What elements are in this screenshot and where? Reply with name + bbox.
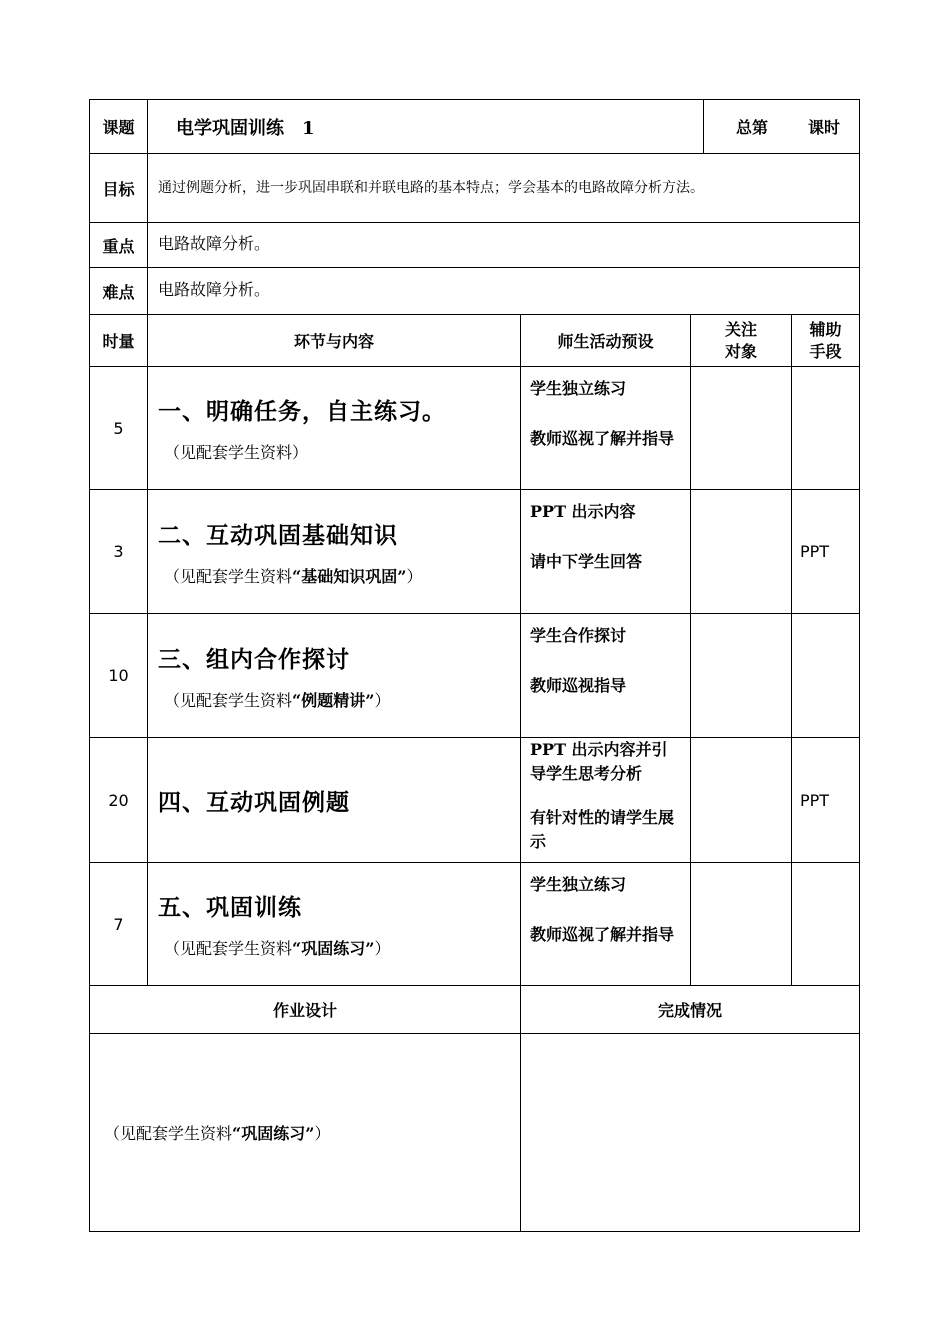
activity-line-1: PPT 出示内容 [530, 502, 636, 521]
step-content [148, 614, 521, 738]
step-note: （见配套学生资料“例题精讲”） [164, 690, 391, 710]
step-focus [691, 367, 792, 490]
activity-line-2: 教师巡视了解并指导 [530, 925, 675, 944]
col-aid-line2: 手段 [809, 341, 842, 361]
step-note: （见配套学生资料“巩固练习”） [164, 939, 391, 958]
step-time: 5 [90, 367, 148, 490]
homework-header-row [90, 986, 860, 1034]
step-aid: PPT [792, 490, 860, 614]
col-content: 环节与内容 [148, 315, 521, 367]
col-aid [792, 315, 860, 367]
goal-row [90, 154, 860, 223]
difficulty-label: 难点 [90, 268, 148, 315]
key-point-text: 电路故障分析。 [148, 223, 860, 268]
activity-line-2: 有针对性的请学生展示 [530, 808, 675, 851]
step-time: 10 [90, 614, 148, 738]
step-note: （见配套学生资料“基础知识巩固”） [164, 566, 423, 586]
key-point-label: 重点 [90, 223, 148, 268]
step-row [90, 490, 860, 614]
homework-text: （见配套学生资料“巩固练习”） [90, 1034, 521, 1232]
homework-label: 作业设计 [90, 986, 521, 1034]
step-note: （见配套学生资料） [164, 443, 309, 462]
goal-label: 目标 [90, 154, 148, 223]
topic-title: 电学巩固训练 1 [148, 100, 704, 154]
activity-line-2: 教师巡视指导 [530, 676, 627, 695]
step-aid [792, 863, 860, 986]
homework-body-row [90, 1034, 860, 1232]
total-period-cell [704, 100, 860, 154]
difficulty-row [90, 268, 860, 315]
step-activity [521, 863, 691, 986]
step-content [148, 738, 521, 863]
activity-line-2: 教师巡视了解并指导 [530, 429, 675, 448]
step-content [148, 367, 521, 490]
step-title: 五、巩固训练 [158, 894, 302, 921]
step-row [90, 367, 860, 490]
goal-text: 通过例题分析，进一步巩固串联和并联电路的基本特点；学会基本的电路故障分析方法。 [148, 154, 860, 223]
period-label: 课时 [808, 118, 841, 137]
step-row [90, 738, 860, 863]
step-focus [691, 863, 792, 986]
step-aid: PPT [792, 738, 860, 863]
col-focus [691, 315, 792, 367]
difficulty-text: 电路故障分析。 [148, 268, 860, 315]
total-label: 总第 [736, 118, 769, 137]
step-time: 3 [90, 490, 148, 614]
step-title: 四、互动巩固例题 [158, 788, 350, 816]
activity-line-1: 学生独立练习 [530, 379, 627, 398]
step-content [148, 490, 521, 614]
activity-line-2: 请中下学生回答 [530, 552, 643, 571]
activity-line-1: 学生合作探讨 [530, 626, 627, 645]
col-activity: 师生活动预设 [521, 315, 691, 367]
step-aid [792, 367, 860, 490]
col-focus-line1: 关注 [724, 319, 757, 339]
column-header-row [90, 315, 860, 367]
step-time: 20 [90, 738, 148, 863]
activity-line-1: 学生独立练习 [530, 875, 627, 894]
step-row [90, 863, 860, 986]
key-point-row [90, 223, 860, 268]
step-focus [691, 738, 792, 863]
step-time: 7 [90, 863, 148, 986]
step-focus [691, 490, 792, 614]
activity-line-1: PPT 出示内容并引导学生思考分析 [530, 740, 668, 783]
col-time: 时量 [90, 315, 148, 367]
lesson-plan-table [89, 99, 860, 1232]
step-activity [521, 738, 691, 863]
step-row [90, 614, 860, 738]
step-activity [521, 614, 691, 738]
col-focus-line2: 对象 [724, 341, 757, 361]
completion-label: 完成情况 [521, 986, 860, 1034]
step-content [148, 863, 521, 986]
step-activity [521, 367, 691, 490]
step-title: 三、组内合作探讨 [158, 645, 350, 673]
step-aid [792, 614, 860, 738]
step-activity [521, 490, 691, 614]
completion-cell [521, 1034, 860, 1232]
step-title: 一、明确任务，自主练习。 [158, 398, 446, 425]
step-focus [691, 614, 792, 738]
topic-label: 课题 [90, 100, 148, 154]
step-title: 二、互动巩固基础知识 [158, 521, 398, 549]
col-aid-line1: 辅助 [809, 319, 842, 339]
topic-row [90, 100, 860, 154]
